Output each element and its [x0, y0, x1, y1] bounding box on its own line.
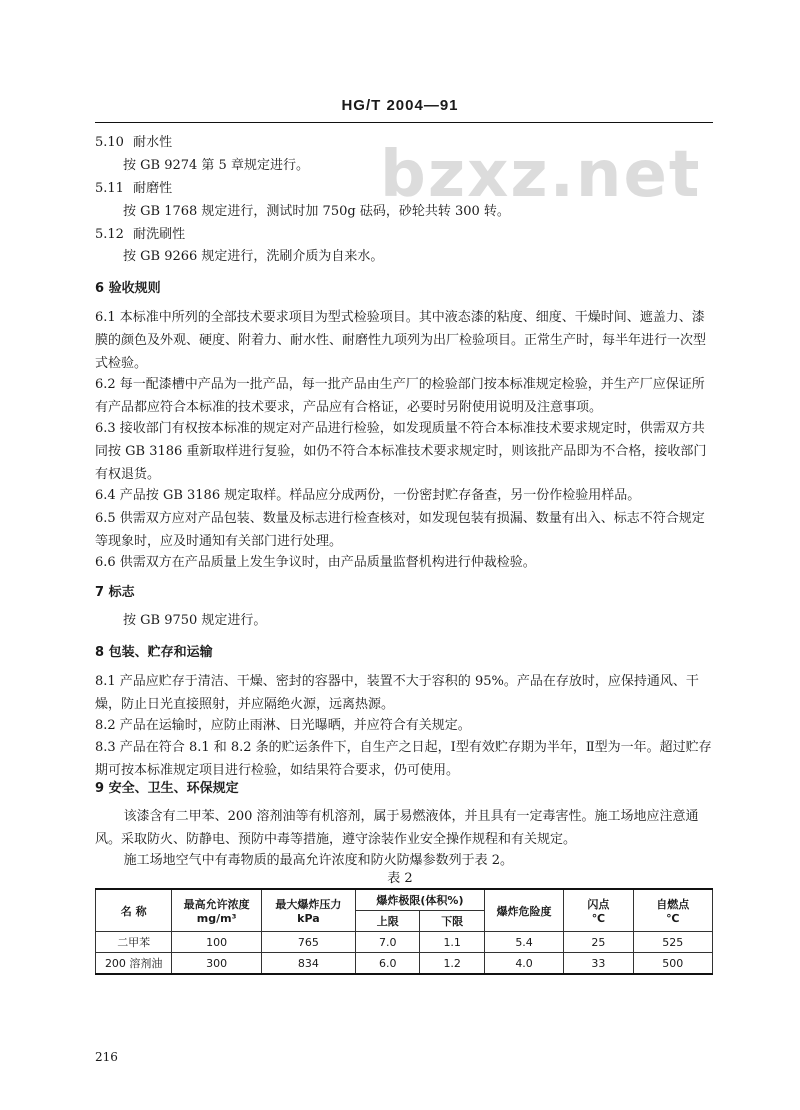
header-ignition-point: [633, 889, 712, 932]
section-6-title: 6 验收规则: [95, 281, 161, 296]
clause-6-6: 6.6 供需双方在产品质量上发生争议时，由产品质量监督机构进行仲裁检验。: [95, 555, 536, 570]
header-upper: 上限: [355, 911, 419, 932]
header-ignite-label: 自燃点: [656, 898, 690, 911]
page-number: 216: [95, 1050, 118, 1064]
cell-name: 200 溶剂油: [96, 953, 172, 975]
header-explosion-limits: 爆炸极限(体积%): [355, 889, 484, 911]
clause-number: 5.12: [95, 227, 124, 242]
cell-upper: 6.0: [355, 953, 419, 975]
header-mac-unit: mg/m³: [196, 912, 237, 925]
section-7-body: 按 GB 9750 规定进行。: [123, 613, 267, 628]
cell-pressure: 834: [261, 953, 355, 975]
header-flash-label: 闪点: [587, 898, 610, 911]
section-9-paragraph-1: 该漆含有二甲苯、200 溶剂油等有机溶剂，属于易燃液体，并且具有一定毒害性。施工场地应注意通风。采取防火、防静电、预防中毒等措施，遵守涂装作业安全操作规程和有关规定。: [95, 809, 699, 847]
table-row: [96, 953, 713, 975]
clause-number: 5.11: [95, 181, 124, 196]
clause-title: 耐水性: [133, 135, 173, 150]
clause-title: 耐洗刷性: [133, 227, 186, 242]
clause-5-10-heading: [95, 132, 172, 154]
header-flash-point: [564, 889, 633, 932]
header-pressure-unit: kPa: [297, 912, 320, 925]
table-row: [96, 932, 713, 953]
cell-name: 二甲苯: [96, 932, 172, 953]
cell-ignite: 500: [633, 953, 712, 975]
cell-flash: 33: [564, 953, 633, 975]
standard-header: HG/T 2004—91: [341, 97, 459, 114]
clause-number: 5.10: [95, 135, 124, 150]
header-pressure-label: 最大爆炸压力: [275, 898, 342, 911]
watermark: bzxz.net: [380, 138, 702, 212]
header-mac-label: 最高允许浓度: [183, 898, 250, 911]
cell-mac: 300: [172, 953, 261, 975]
clause-6-3: 6.3 接收部门有权按本标准的规定对产品进行检验，如发现质量不符合本标准技术要求规定时，供需双方共同按 GB 3186 重新取样进行复验，如仍不符合本标准技术要求规定时，则该批产品即为不合格，接收部门有权退货。: [95, 421, 707, 482]
clause-8-1: 8.1 产品应贮存于清洁、干燥、密封的容器中，装置不大于容积的 95%。产品在存放时，应保持通风、干燥，防止日光直接照射，并应隔绝火源，远离热源。: [95, 674, 699, 712]
cell-ignite: 525: [633, 932, 712, 953]
table-2: [95, 888, 713, 975]
header-ignite-unit: ℃: [666, 912, 680, 925]
cell-flash: 25: [564, 932, 633, 953]
table-caption: 表 2: [387, 871, 413, 886]
clause-5-12-body: 按 GB 9266 规定进行，洗刷介质为自来水。: [123, 249, 384, 264]
clause-8-3: 8.3 产品在符合 8.1 和 8.2 条的贮运条件下，自生产之日起，Ⅰ型有效贮存期为半年，Ⅱ型为一年。超过贮存期可按本标准规定项目进行检验，如结果符合要求，仍可使用。: [95, 740, 712, 778]
cell-lower: 1.2: [420, 953, 484, 975]
clause-6-2: 6.2 每一配漆槽中产品为一批产品，每一批产品由生产厂的检验部门按本标准规定检验，并生产厂应保证所有产品都应符合本标准的技术要求，产品应有合格证，必要时另附使用说明及注意事项。: [95, 377, 705, 415]
clause-5-12-heading: [95, 224, 185, 246]
clause-8-2: 8.2 产品在运输时，应防止雨淋、日光曝晒，并应符合有关规定。: [95, 718, 471, 733]
cell-pressure: 765: [261, 932, 355, 953]
clause-6-4: 6.4 产品按 GB 3186 规定取样。样品应分成两份，一份密封贮存备查，另一份作检验用样品。: [95, 488, 641, 503]
clause-6-5: 6.5 供需双方应对产品包装、数量及标志进行检查核对，如发现包装有损漏、数量有出入、标志不符合规定等现象时，应及时通知有关部门进行处理。: [95, 511, 705, 549]
section-9-title: 9 安全、卫生、环保规定: [95, 781, 239, 796]
clause-5-11-body: 按 GB 1768 规定进行，测试时加 750g 砝码，砂轮共转 300 转。: [123, 204, 510, 219]
cell-mac: 100: [172, 932, 261, 953]
section-7-title: 7 标志: [95, 585, 135, 600]
header-flash-unit: ℃: [591, 912, 606, 925]
header-lower: 下限: [420, 911, 484, 932]
cell-hazard: 5.4: [484, 932, 563, 953]
clause-5-11-heading: [95, 178, 172, 200]
header-mac: [172, 889, 261, 932]
table-header-row: [96, 889, 713, 911]
header-name: 名 称: [96, 889, 172, 932]
cell-hazard: 4.0: [484, 953, 563, 975]
header-hazard: 爆炸危险度: [484, 889, 563, 932]
clause-title: 耐磨性: [133, 181, 173, 196]
header-rule: [95, 122, 713, 123]
section-8-title: 8 包装、贮存和运输: [95, 645, 213, 660]
cell-lower: 1.1: [420, 932, 484, 953]
clause-6-1: 6.1 本标准中所列的全部技术要求项目为型式检验项目。其中液态漆的粘度、细度、干燥时间、遮盖力、漆膜的颜色及外观、硬度、附着力、耐水性、耐磨性九项列为出厂检验项目。正常生产时，每半年进行一次型式检验。: [95, 310, 707, 371]
cell-upper: 7.0: [355, 932, 419, 953]
section-9-paragraph-2: 施工场地空气中有毒物质的最高允许浓度和防火防爆参数列于表 2。: [123, 853, 513, 868]
header-pressure: [261, 889, 355, 932]
clause-5-10-body: 按 GB 9274 第 5 章规定进行。: [123, 158, 309, 173]
